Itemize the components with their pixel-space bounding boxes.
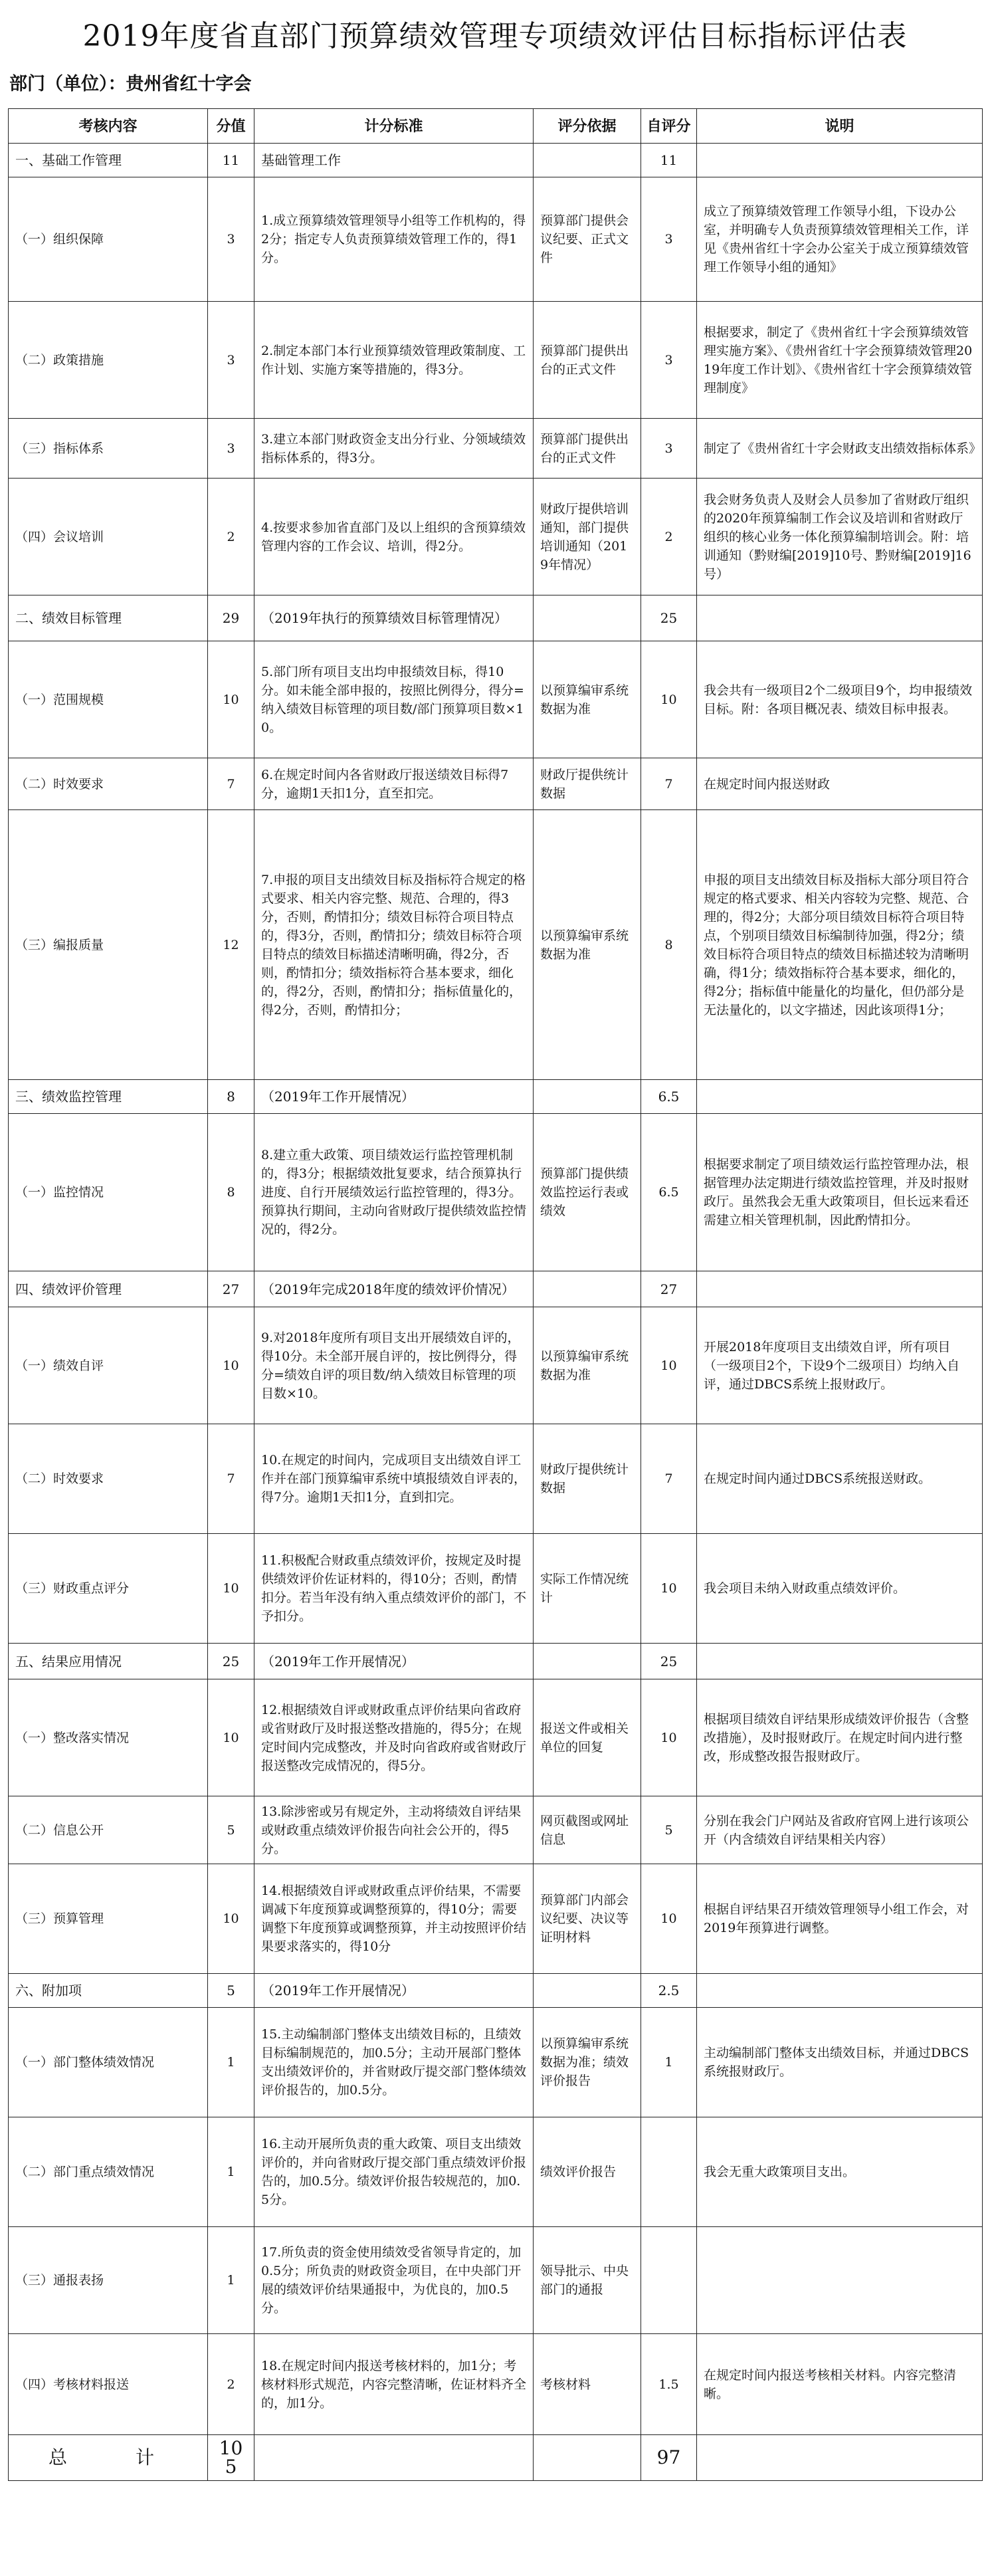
row-item: （一）组织保障	[9, 177, 208, 302]
row-note	[697, 1644, 983, 1679]
row-standard: 17.所负责的资金使用绩效受省领导肯定的，加0.5分；所负责的财政资金项目，在中央部门开展的绩效评价结果通报中，为优良的，加0.5分。	[254, 2227, 534, 2334]
row-self-score: 7	[641, 1424, 697, 1534]
row-score: 3	[208, 302, 254, 419]
table-row	[9, 1424, 983, 1534]
row-standard: （2019年工作开展情况）	[254, 1080, 534, 1114]
row-note: 制定了《贵州省红十字会财政支出绩效指标体系》	[697, 419, 983, 479]
row-item: （二）信息公开	[9, 1796, 208, 1864]
row-self-score: 1.5	[641, 2334, 697, 2435]
table-row	[9, 758, 983, 810]
row-item: （三）预算管理	[9, 1864, 208, 1974]
row-score: 2	[208, 479, 254, 595]
total-label-a: 总	[49, 2446, 68, 2468]
row-score: 8	[208, 1080, 254, 1114]
row-item: （三）指标体系	[9, 419, 208, 479]
row-score: 11	[208, 144, 254, 177]
row-note	[697, 1271, 983, 1307]
row-standard: 14.根据绩效自评或财政重点评价结果，不需要调减下年度预算或调整预算的，得10分；需要调整下年度预算或调整预算，并主动按照评价结果要求落实的，得10分	[254, 1864, 534, 1974]
row-self-score: 10	[641, 1534, 697, 1644]
row-score: 1	[208, 2117, 254, 2227]
row-standard: （2019年执行的预算绩效目标管理情况）	[254, 595, 534, 641]
table-row	[9, 641, 983, 758]
row-standard: 11.积极配合财政重点绩效评价，按规定及时提供绩效评价佐证材料的，得10分；否则，酌情扣分。若当年没有纳入重点绩效评价的部门，不予扣分。	[254, 1534, 534, 1644]
row-basis: 预算部门内部会议纪要、决议等证明材料	[534, 1864, 641, 1974]
row-self-score: 6.5	[641, 1080, 697, 1114]
row-score: 7	[208, 758, 254, 810]
header-basis: 评分依据	[534, 109, 641, 144]
row-score: 8	[208, 1114, 254, 1271]
total-basis	[534, 2435, 641, 2481]
row-standard: 4.按要求参加省直部门及以上组织的含预算绩效管理内容的工作会议、培训，得2分。	[254, 479, 534, 595]
table-row	[9, 2227, 983, 2334]
table-row	[9, 1114, 983, 1271]
row-basis	[534, 144, 641, 177]
row-score: 1	[208, 2008, 254, 2117]
row-score: 1	[208, 2227, 254, 2334]
row-score: 12	[208, 810, 254, 1080]
row-self-score: 2	[641, 479, 697, 595]
header-item: 考核内容	[9, 109, 208, 144]
row-basis: 报送文件或相关单位的回复	[534, 1679, 641, 1796]
row-basis	[534, 1271, 641, 1307]
total-label-b: 计	[135, 2446, 154, 2468]
row-note: 在规定时间内通过DBCS系统报送财政。	[697, 1424, 983, 1534]
table-row	[9, 2008, 983, 2117]
row-standard: 7.申报的项目支出绩效目标及指标符合规定的格式要求、相关内容完整、规范、合理的，得3分，否则，酌情扣分；绩效目标符合项目特点的，得3分，否则，酌情扣分；绩效目标符合项目特点的绩效目标描述清晰明确，得2分，否则，酌情扣分；绩效指标符合基本要求，细化的，得2分，否则，酌情扣分；指标值量化的，得2分，否则，酌情扣分；	[254, 810, 534, 1080]
row-standard: 9.对2018年度所有项目支出开展绩效自评的，得10分。未全部开展自评的，按比例得分，得分=绩效自评的项目数/纳入绩效目标管理的项目数×10。	[254, 1307, 534, 1424]
total-standard	[254, 2435, 534, 2481]
row-item: （一）范围规模	[9, 641, 208, 758]
row-item: 六、附加项	[9, 1974, 208, 2008]
row-basis: 以预算编审系统数据为准	[534, 641, 641, 758]
row-self-score: 8	[641, 810, 697, 1080]
row-item: （三）财政重点评分	[9, 1534, 208, 1644]
row-basis: 财政厅提供统计数据	[534, 758, 641, 810]
row-item: （一）整改落实情况	[9, 1679, 208, 1796]
table-row	[9, 2334, 983, 2435]
row-note: 我会项目未纳入财政重点绩效评价。	[697, 1534, 983, 1644]
total-score: 105	[208, 2435, 254, 2481]
row-standard: 16.主动开展所负责的重大政策、项目支出绩效评价的，并向省财政厅提交部门重点绩效评价报告的，加0.5分。绩效评价报告较规范的，加0.5分。	[254, 2117, 534, 2227]
row-score: 10	[208, 641, 254, 758]
row-standard: 6.在规定时间内各省财政厅报送绩效目标得7分，逾期1天扣1分，直至扣完。	[254, 758, 534, 810]
row-item: （四）会议培训	[9, 479, 208, 595]
table-row	[9, 177, 983, 302]
row-basis: 以预算编审系统数据为准	[534, 810, 641, 1080]
table-row	[9, 1679, 983, 1796]
row-score: 2	[208, 2334, 254, 2435]
total-row	[9, 2435, 983, 2481]
row-item: （三）通报表扬	[9, 2227, 208, 2334]
row-note: 根据自评结果召开绩效管理领导小组工作会，对2019年预算进行调整。	[697, 1864, 983, 1974]
category-row	[9, 1644, 983, 1679]
row-item: （二）政策措施	[9, 302, 208, 419]
row-item: （一）监控情况	[9, 1114, 208, 1271]
row-item: （四）考核材料报送	[9, 2334, 208, 2435]
row-self-score: 10	[641, 1864, 697, 1974]
row-score: 27	[208, 1271, 254, 1307]
row-basis	[534, 1644, 641, 1679]
category-row	[9, 1974, 983, 2008]
row-item: （二）时效要求	[9, 758, 208, 810]
row-standard: 13.除涉密或另有规定外，主动将绩效自评结果或财政重点绩效评价报告向社会公开的，得5分。	[254, 1796, 534, 1864]
row-basis: 预算部门提供绩效监控运行表或绩效	[534, 1114, 641, 1271]
row-basis: 预算部门提供会议纪要、正式文件	[534, 177, 641, 302]
row-standard: （2019年工作开展情况）	[254, 1974, 534, 2008]
row-basis: 预算部门提供出台的正式文件	[534, 419, 641, 479]
row-basis: 预算部门提供出台的正式文件	[534, 302, 641, 419]
table-row	[9, 479, 983, 595]
row-self-score: 10	[641, 1679, 697, 1796]
table-row	[9, 419, 983, 479]
row-item: 二、绩效目标管理	[9, 595, 208, 641]
row-item: 三、绩效监控管理	[9, 1080, 208, 1114]
row-note: 开展2018年度项目支出绩效自评，所有项目（一级项目2个，下设9个二级项目）均纳入自评，通过DBCS系统上报财政厅。	[697, 1307, 983, 1424]
row-basis: 考核材料	[534, 2334, 641, 2435]
row-self-score	[641, 2227, 697, 2334]
row-standard: 基础管理工作	[254, 144, 534, 177]
department-label: 部门（单位）：贵州省红十字会	[9, 74, 252, 94]
header-row	[9, 109, 983, 144]
row-item: 四、绩效评价管理	[9, 1271, 208, 1307]
row-basis: 实际工作情况统计	[534, 1534, 641, 1644]
row-standard: 12.根据绩效自评或财政重点评价结果向省政府或省财政厅及时报送整改措施的，得5分；在规定时间内完成整改，并及时向省政府或省财政厅报送整改完成情况的，得5分。	[254, 1679, 534, 1796]
row-note: 在规定时间内报送考核相关材料。内容完整清晰。	[697, 2334, 983, 2435]
row-note: 根据要求制定了项目绩效运行监控管理办法，根据管理办法定期进行绩效监控管理，并及时报财政厅。虽然我会无重大政策项目，但长远来看还需建立相关管理机制，因此酌情扣分。	[697, 1114, 983, 1271]
row-score: 5	[208, 1974, 254, 2008]
row-note: 分别在我会门户网站及省政府官网上进行该项公开（内含绩效自评结果相关内容）	[697, 1796, 983, 1864]
row-note	[697, 1974, 983, 2008]
row-self-score: 25	[641, 595, 697, 641]
row-note	[697, 2227, 983, 2334]
row-item: （一）绩效自评	[9, 1307, 208, 1424]
row-standard: 1.成立预算绩效管理领导小组等工作机构的，得2分；指定专人负责预算绩效管理工作的，得1分。	[254, 177, 534, 302]
row-standard: 18.在规定时间内报送考核材料的，加1分；考核材料形式规范，内容完整清晰，佐证材料齐全的，加1分。	[254, 2334, 534, 2435]
row-note: 根据项目绩效自评结果形成绩效评价报告（含整改措施），及时报财政厅。在规定时间内进行整改，形成整改报告报财政厅。	[697, 1679, 983, 1796]
row-basis	[534, 595, 641, 641]
row-self-score: 1	[641, 2008, 697, 2117]
row-note	[697, 595, 983, 641]
row-self-score: 5	[641, 1796, 697, 1864]
header-note: 说明	[697, 109, 983, 144]
row-score: 10	[208, 1307, 254, 1424]
header-self-score: 自评分	[641, 109, 697, 144]
row-basis: 领导批示、中央部门的通报	[534, 2227, 641, 2334]
row-standard: 2.制定本部门本行业预算绩效管理政策制度、工作计划、实施方案等措施的，得3分。	[254, 302, 534, 419]
row-note	[697, 144, 983, 177]
row-basis: 财政厅提供统计数据	[534, 1424, 641, 1534]
row-standard: 5.部门所有项目支出均申报绩效目标，得10分。如未能全部申报的，按照比例得分，得分=纳入绩效目标管理的项目数/部门预算项目数×10。	[254, 641, 534, 758]
row-note: 我会财务负责人及财会人员参加了省财政厅组织的2020年预算编制工作会议及培训和省财政厅组织的核心业务一体化预算编制培训会。附：培训通知（黔财编[2019]10号、黔财编[2019]16号）	[697, 479, 983, 595]
row-self-score: 3	[641, 419, 697, 479]
row-standard: （2019年工作开展情况）	[254, 1644, 534, 1679]
table-row	[9, 1864, 983, 1974]
row-score: 3	[208, 177, 254, 302]
header-score: 分值	[208, 109, 254, 144]
row-basis	[534, 1080, 641, 1114]
page-title: 2019年度省直部门预算绩效管理专项绩效评估目标指标评估表	[82, 19, 908, 53]
row-standard: 15.主动编制部门整体支出绩效目标的，且绩效目标编制规范的，加0.5分；主动开展部门整体支出绩效评价的，并省财政厅提交部门整体绩效评价报告的，加0.5分。	[254, 2008, 534, 2117]
table-row	[9, 2117, 983, 2227]
row-self-score: 25	[641, 1644, 697, 1679]
row-self-score	[641, 2117, 697, 2227]
row-score: 10	[208, 1534, 254, 1644]
row-self-score: 6.5	[641, 1114, 697, 1271]
row-basis: 网页截图或网址信息	[534, 1796, 641, 1864]
row-score: 29	[208, 595, 254, 641]
category-row	[9, 1271, 983, 1307]
row-item: （一）部门整体绩效情况	[9, 2008, 208, 2117]
table-row	[9, 810, 983, 1080]
row-basis: 以预算编审系统数据为准	[534, 1307, 641, 1424]
row-self-score: 2.5	[641, 1974, 697, 2008]
row-self-score: 11	[641, 144, 697, 177]
row-note: 主动编制部门整体支出绩效目标，并通过DBCS系统报财政厅。	[697, 2008, 983, 2117]
total-self-score: 97	[641, 2435, 697, 2481]
row-standard: 10.在规定的时间内，完成项目支出绩效自评工作并在部门预算编审系统中填报绩效自评表的，得7分。逾期1天扣1分，直到扣完。	[254, 1424, 534, 1534]
row-score: 5	[208, 1796, 254, 1864]
row-note	[697, 1080, 983, 1114]
row-item: 一、基础工作管理	[9, 144, 208, 177]
row-standard: （2019年完成2018年度的绩效评价情况）	[254, 1271, 534, 1307]
row-item: 五、结果应用情况	[9, 1644, 208, 1679]
category-row	[9, 144, 983, 177]
row-note: 根据要求，制定了《贵州省红十字会预算绩效管理实施方案》、《贵州省红十字会预算绩效管理2019年度工作计划》、《贵州省红十字会预算绩效管理制度》	[697, 302, 983, 419]
row-score: 10	[208, 1864, 254, 1974]
row-note: 在规定时间内报送财政	[697, 758, 983, 810]
row-note: 成立了预算绩效管理工作领导小组，下设办公室，并明确专人负责预算绩效管理相关工作，详见《贵州省红十字会办公室关于成立预算绩效管理工作领导小组的通知》	[697, 177, 983, 302]
table-row	[9, 1307, 983, 1424]
row-score: 7	[208, 1424, 254, 1534]
row-item: （二）部门重点绩效情况	[9, 2117, 208, 2227]
table-row	[9, 1534, 983, 1644]
row-self-score: 27	[641, 1271, 697, 1307]
row-self-score: 7	[641, 758, 697, 810]
row-note: 我会无重大政策项目支出。	[697, 2117, 983, 2227]
row-standard: 8.建立重大政策、项目绩效运行监控管理机制的，得3分；根据绩效批复要求，结合预算执行进度、自行开展绩效运行监控管理的，得3分。预算执行期间，主动向省财政厅提供绩效监控情况的，得2分。	[254, 1114, 534, 1271]
category-row	[9, 595, 983, 641]
row-basis	[534, 1974, 641, 2008]
row-item: （二）时效要求	[9, 1424, 208, 1534]
row-note: 申报的项目支出绩效目标及指标大部分项目符合规定的格式要求、相关内容较为完整、规范、合理的，得2分；大部分项目绩效目标符合项目特点，个别项目绩效目标编制待加强，得2分；绩效目标符合项目特点的绩效目标描述较为清晰明确，得1分；绩效指标符合基本要求，细化的，得2分；指标值中能量化的均量化，但仍部分是无法量化的，以文字描述，因此该项得1分；	[697, 810, 983, 1080]
total-label	[9, 2435, 208, 2481]
row-self-score: 10	[641, 641, 697, 758]
row-self-score: 3	[641, 302, 697, 419]
row-score: 10	[208, 1679, 254, 1796]
row-score: 3	[208, 419, 254, 479]
total-note	[697, 2435, 983, 2481]
row-basis: 绩效评价报告	[534, 2117, 641, 2227]
row-basis: 以预算编审系统数据为准；绩效评价报告	[534, 2008, 641, 2117]
row-item: （三）编报质量	[9, 810, 208, 1080]
row-note: 我会共有一级项目2个二级项目9个，均申报绩效目标。附：各项目概况表、绩效目标申报表。	[697, 641, 983, 758]
row-self-score: 10	[641, 1307, 697, 1424]
table-row	[9, 1796, 983, 1864]
category-row	[9, 1080, 983, 1114]
row-standard: 3.建立本部门财政资金支出分行业、分领域绩效指标体系的，得3分。	[254, 419, 534, 479]
row-score: 25	[208, 1644, 254, 1679]
header-standard: 计分标准	[254, 109, 534, 144]
table-row	[9, 302, 983, 419]
evaluation-table	[8, 108, 983, 2481]
row-basis: 财政厅提供培训通知，部门提供培训通知（2019年情况）	[534, 479, 641, 595]
row-self-score: 3	[641, 177, 697, 302]
